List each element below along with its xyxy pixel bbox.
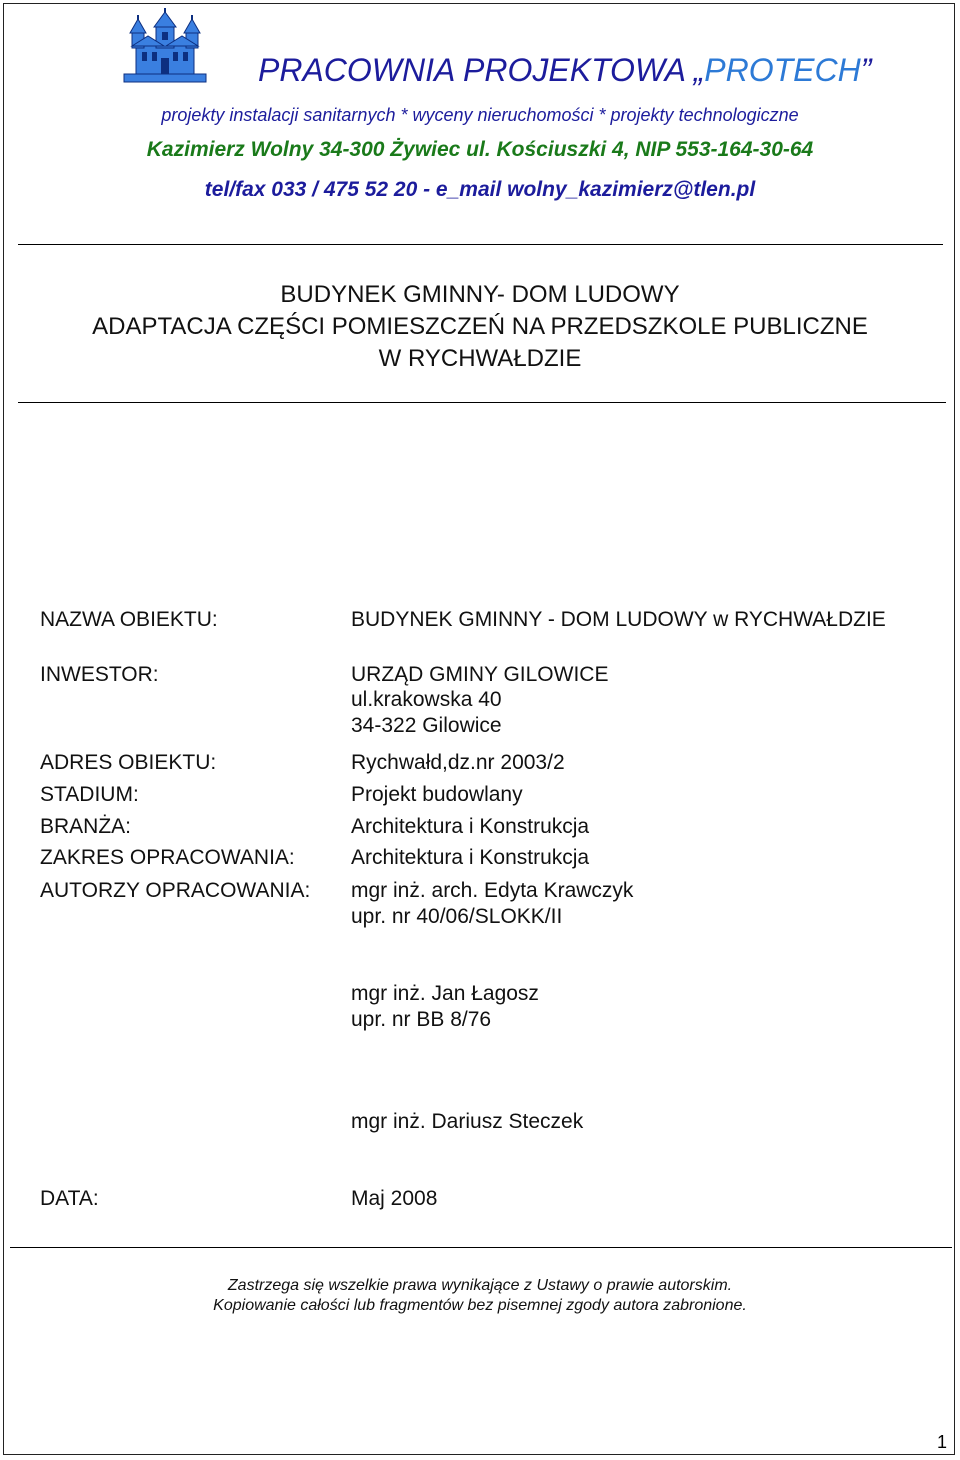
data-value: Maj 2008 [351, 1187, 438, 1210]
zakres-label: ZAKRES OPRACOWANIA: [40, 846, 295, 869]
obiekt-label: NAZWA OBIEKTU: [40, 608, 218, 631]
inwestor-label: INWESTOR: [40, 663, 159, 686]
copyright-note-2: Kopiowanie całości lub fragmentów bez pisemnej zgody autora zabronione. [213, 1297, 747, 1314]
autor2-name: mgr inż. Jan Łagosz [351, 982, 539, 1005]
inwestor-city: 34-322 Gilowice [351, 714, 502, 737]
document-title-line3: W RYCHWAŁDZIE [378, 345, 582, 372]
document-title-line2: ADAPTACJA CZĘŚCI POMIESZCZEŃ NA PRZEDSZKOLE PUBLICZNE [92, 313, 868, 340]
footer-divider [10, 1247, 952, 1248]
inwestor-street: ul.krakowska 40 [351, 688, 502, 711]
autor3-name: mgr inż. Dariusz Steczek [351, 1110, 584, 1133]
stadium-label: STADIUM: [40, 783, 139, 806]
document-title-line1: BUDYNEK GMINNY- DOM LUDOWY [280, 281, 680, 308]
company-address: Kazimierz Wolny 34-300 Żywiec ul. Kościuszki 4, NIP 553-164-30-64 [146, 138, 814, 161]
church-logo-icon [118, 8, 212, 88]
autorzy-label: AUTORZY OPRACOWANIA: [40, 879, 311, 902]
company-contact: tel/fax 033 / 475 52 20 - e_mail wolny_kazimierz@tlen.pl [204, 178, 756, 201]
copyright-note-1: Zastrzega się wszelkie prawa wynikające z Ustawy o prawie autorskim. [227, 1277, 733, 1294]
inwestor-name: URZĄD GMINY GILOWICE [351, 663, 609, 686]
stadium-value: Projekt budowlany [351, 783, 523, 806]
data-label: DATA: [40, 1187, 99, 1210]
company-name: PRACOWNIA PROJEKTOWA „PROTECH” [258, 52, 872, 88]
adres-label: ADRES OBIEKTU: [40, 751, 217, 774]
header-divider [18, 244, 943, 245]
autor1-name: mgr inż. arch. Edyta Krawczyk [351, 879, 634, 902]
branza-value: Architektura i Konstrukcja [351, 815, 590, 838]
adres-value: Rychwałd,dz.nr 2003/2 [351, 751, 565, 774]
services-line: projekty instalacji sanitarnych * wyceny nieruchomości * projekty technologiczne [161, 105, 799, 125]
company-brand: PROTECH [704, 52, 861, 88]
obiekt-value: BUDYNEK GMINNY - DOM LUDOWY w RYCHWAŁDZIE [351, 608, 886, 631]
autor2-license: upr. nr BB 8/76 [351, 1008, 492, 1031]
autor1-license: upr. nr 40/06/SLOKK/II [351, 905, 563, 928]
branza-label: BRANŻA: [40, 815, 132, 838]
zakres-value: Architektura i Konstrukcja [351, 846, 590, 869]
title-divider [18, 402, 946, 403]
page-number: 1 [937, 1432, 948, 1452]
